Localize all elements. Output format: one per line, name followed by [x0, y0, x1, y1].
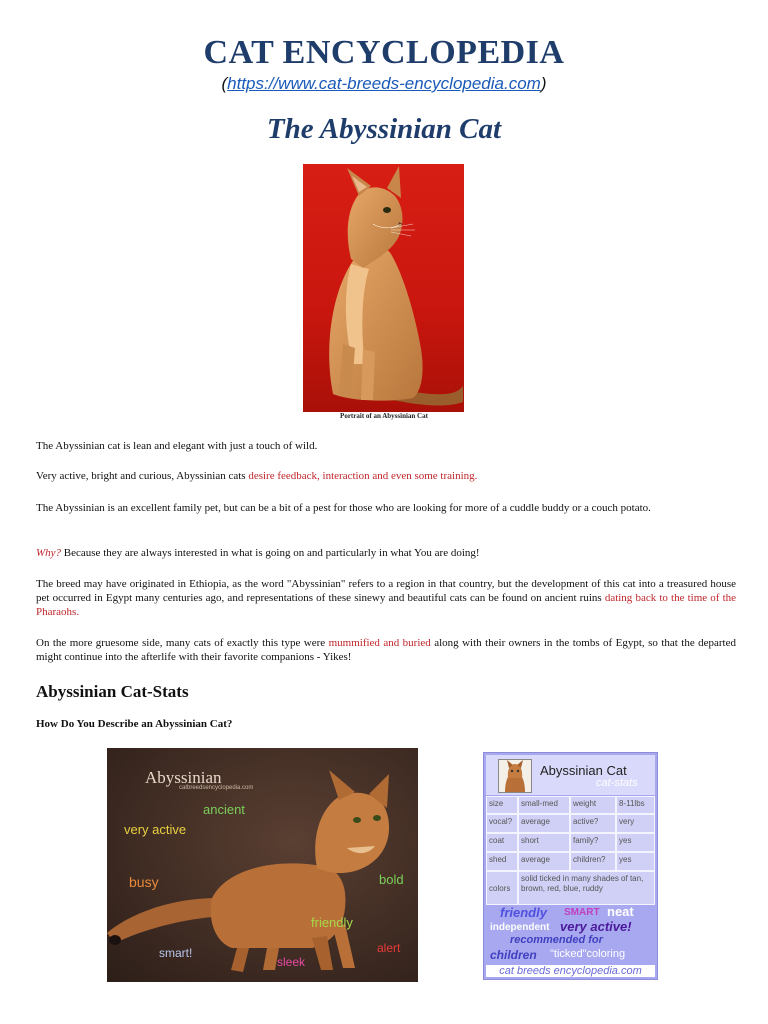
stats-value-vocal: average	[518, 814, 570, 833]
stats-label-family: family?	[570, 833, 616, 852]
cat-stats-title: Abyssinian Cat	[540, 763, 627, 778]
paragraph-active-text: Very active, bright and curious, Abyssinian cats	[36, 470, 249, 482]
stats-label-colors: colors	[486, 871, 518, 905]
article-title: The Abyssinian Cat	[266, 113, 502, 145]
stats-value-weight: 8-11lbs	[616, 796, 655, 814]
cat-thumbnail	[498, 759, 532, 793]
banner-word-bold: bold	[379, 872, 404, 887]
mummified-text-b: along with their owners in the tombs of Egypt, so that the departed might continue into the afterlife with their favorite companions - Yikes!	[36, 637, 736, 663]
origin-highlight: dating back to the time of the Pharaohs.	[36, 592, 737, 618]
cat-thumbnail-icon	[499, 760, 531, 792]
url-open-paren: (	[221, 74, 228, 93]
paragraph-why	[36, 546, 736, 560]
photo-caption: Portrait of an Abyssinian Cat	[340, 412, 428, 420]
banner-word-busy: busy	[129, 874, 159, 890]
stats-label-vocal: vocal?	[486, 814, 518, 833]
paragraph-active-highlight: desire feedback, interaction and even some training.	[248, 470, 478, 482]
stats-value-children: yes	[616, 852, 655, 871]
stats-label-weight: weight	[570, 796, 616, 814]
cat-stats-subtitle: cat-stats	[596, 777, 638, 789]
stats-value-shed: average	[518, 852, 570, 871]
paragraph-family-pet: The Abyssinian is an excellent family pet, but can be a bit of a pest for those who are looking for more of a cuddle buddy or a couch potato.	[36, 502, 651, 514]
url-close-paren: )	[540, 74, 547, 93]
cat-portrait-photo	[303, 164, 464, 412]
banner-word-smart: smart!	[159, 946, 193, 960]
banner-site: catbreedsencyclopedia.com	[179, 785, 254, 791]
paragraph-active	[36, 469, 736, 483]
stats-value-coat: short	[518, 833, 570, 852]
tag-children: children	[490, 948, 537, 962]
cat-portrait-illustration	[303, 164, 464, 412]
banner-word-very-active: very active	[124, 822, 187, 837]
origin-text: The breed may have originated in Ethiopia, as the word "Abyssinian" refers to a region in that country, but the development of this cat into a treasured house pet occurred in Egypt many centuries ago, and representations of these sinewy and beautiful cats can be found on ancient ruins	[36, 578, 736, 604]
tag-smart: SMART	[564, 907, 600, 918]
site-url-link[interactable]: https://www.cat-breeds-encyclopedia.com	[227, 74, 541, 93]
why-label: Why?	[36, 547, 62, 559]
paragraph-mummified	[36, 636, 736, 664]
stats-value-active: very	[616, 814, 655, 833]
cat-stats-card	[483, 752, 658, 980]
stats-label-active: active?	[570, 814, 616, 833]
tag-independent: independent	[490, 922, 550, 933]
stats-label-coat: coat	[486, 833, 518, 852]
tag-recommended: recommended for	[510, 934, 603, 946]
mummified-highlight: mummified and buried	[328, 637, 431, 649]
abyssinian-words-banner	[107, 748, 418, 982]
stats-label-size: size	[486, 796, 518, 814]
paragraph-intro: The Abyssinian cat is lean and elegant with just a touch of wild.	[36, 440, 318, 452]
stats-value-size: small-med	[518, 796, 570, 814]
stats-value-colors: solid ticked in many shades of tan, brown, red, blue, ruddy	[518, 871, 655, 905]
tag-neat: neat	[607, 904, 634, 919]
banner-word-ancient: ancient	[203, 802, 245, 817]
site-title: CAT ENCYCLOPEDIA	[203, 34, 565, 71]
section-heading-cat-stats: Abyssinian Cat-Stats	[36, 682, 189, 701]
stats-value-family: yes	[616, 833, 655, 852]
stats-label-children: children?	[570, 852, 616, 871]
stats-label-shed: shed	[486, 852, 518, 871]
site-url-line	[0, 74, 768, 94]
banner-word-alert: alert	[377, 941, 401, 955]
banner-word-sleek: sleek	[277, 955, 306, 969]
why-text: Because they are always interested in what is going on and particularly in what You are doing!	[61, 547, 480, 559]
banner-title: Abyssinian	[145, 768, 222, 787]
stats-card-footer: cat breeds encyclopedia.com	[486, 965, 655, 977]
banner-word-friendly: friendly	[311, 915, 353, 930]
tag-very-active: very active!	[560, 919, 632, 934]
sub-heading-describe: How Do You Describe an Abyssinian Cat?	[36, 718, 233, 730]
cat-stats-header	[486, 755, 655, 795]
tag-ticked-coloring: "ticked"coloring	[550, 948, 626, 960]
mummified-text-a: On the more gruesome side, many cats of exactly this type were	[36, 637, 329, 649]
tag-friendly: friendly	[500, 905, 547, 920]
paragraph-origin	[36, 577, 736, 619]
